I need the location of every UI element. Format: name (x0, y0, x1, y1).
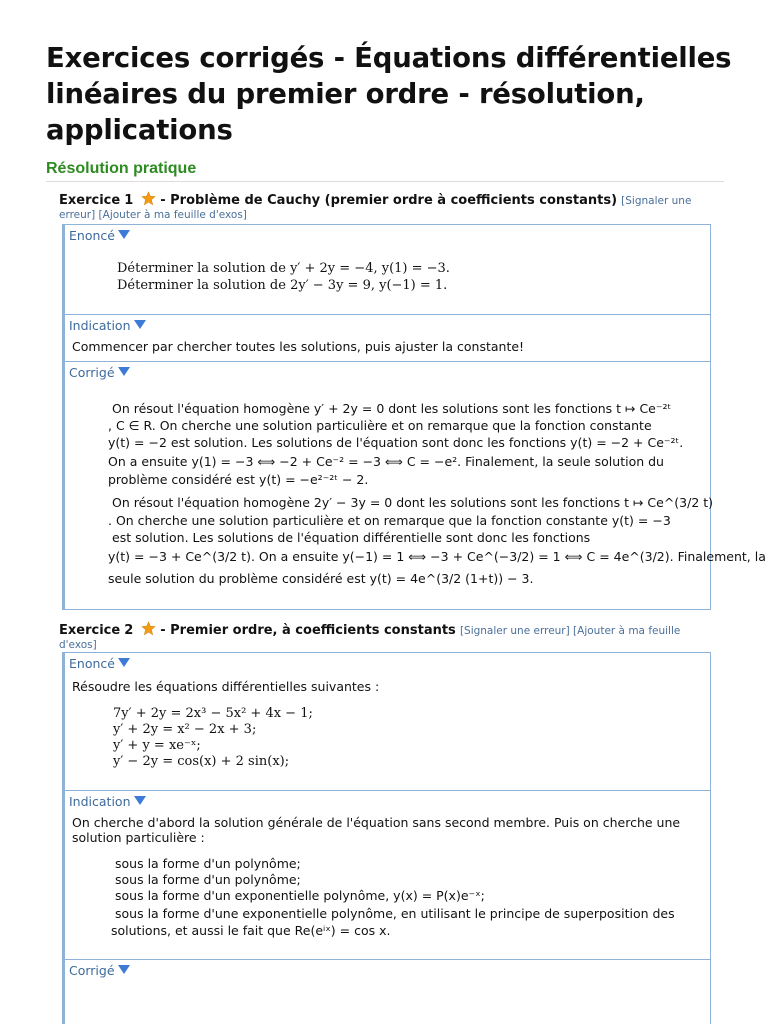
corrige-line: . On cherche une solution particulière et on remarque que la fonction constante y(t) = −3 (108, 513, 671, 528)
exercise-1-header (59, 191, 709, 222)
enonce-toggle[interactable]: Enoncé (69, 656, 130, 671)
corrige-line: On a ensuite y(1) = −3 ⟺ −2 + Ce⁻² = −3 ⟺ C = −e². Finalement, la seule solution du (108, 454, 664, 469)
triangle-down-icon (134, 320, 146, 330)
indication-intro: On cherche d'abord la solution générale de l'équation sans second membre. Puis on cherche une (72, 815, 681, 830)
corrige-line: On résout l'équation homogène 2y′ − 3y = 0 dont les solutions sont les fonctions t ↦ Ce^(3/2 t) (112, 495, 714, 510)
enonce-line: y′ + y = xe⁻ˣ; (113, 738, 201, 753)
triangle-down-icon (118, 230, 130, 240)
indication-item: sous la forme d'un polynôme; (115, 856, 301, 871)
corrige-toggle[interactable]: Corrigé (69, 365, 130, 380)
exercise-1-box (62, 224, 766, 610)
corrige-line: est solution. Les solutions de l'équation différentielle sont donc les fonctions (112, 530, 591, 545)
section-title: Résolution pratique (46, 160, 724, 182)
star-icon[interactable] (141, 621, 156, 636)
corrige-line: seule solution du problème considéré est y(t) = 4e^(3/2 (1+t)) − 3. (108, 571, 534, 586)
divider (65, 959, 710, 960)
star-icon[interactable] (141, 191, 156, 206)
enonce-toggle[interactable]: Enoncé (69, 228, 130, 243)
indication-intro: solution particulière : (72, 830, 205, 845)
exercise-1-title: - Problème de Cauchy (premier ordre à coefficients constants) (160, 193, 618, 208)
enonce-line: y′ − 2y = cos(x) + 2 sin(x); (113, 754, 290, 769)
corrige-line: problème considéré est y(t) = −e²⁻²ᵗ − 2. (108, 472, 369, 487)
indication-item: solutions, et aussi le fait que Re(eⁱˣ) = cos x. (111, 923, 391, 938)
divider (65, 790, 710, 791)
triangle-down-icon (118, 367, 130, 377)
exercise-1-links[interactable]: [Signaler une erreur] [Ajouter à ma feuille d'exos] (59, 195, 692, 221)
exercise-2-title: - Premier ordre, à coefficients constants (160, 623, 456, 638)
indication-text: Commencer par chercher toutes les solutions, puis ajuster la constante! (72, 339, 525, 354)
corrige-line: , C ∈ R. On cherche une solution particulière et on remarque que la fonction constante (108, 418, 652, 433)
divider (65, 314, 710, 315)
page-title: Exercices corrigés - Équations différentielles linéaires du premier ordre - résolution, applications (46, 42, 732, 146)
corrige-line: On résout l'équation homogène y′ + 2y = 0 dont les solutions sont les fonctions t ↦ Ce⁻²ᵗ (112, 401, 672, 416)
indication-item: sous la forme d'un polynôme; (115, 872, 301, 887)
enonce-line: y′ + 2y = x² − 2x + 3; (113, 722, 257, 737)
corrige-line: y(t) = −3 + Ce^(3/2 t). On a ensuite y(−1) = 1 ⟺ −3 + Ce^(−3/2) = 1 ⟺ C = 4e^(3/2). Finalement, la (108, 549, 766, 564)
triangle-down-icon (118, 658, 130, 668)
enonce-line: Déterminer la solution de y′ + 2y = −4, y(1) = −3. (117, 261, 450, 276)
indication-toggle[interactable]: Indication (69, 794, 146, 809)
indication-toggle[interactable]: Indication (69, 318, 146, 333)
triangle-down-icon (134, 796, 146, 806)
exercise-2-links[interactable]: [Signaler une erreur] [Ajouter à ma feuille d'exos] (59, 625, 681, 651)
exercise-2-number: 2 (124, 623, 134, 638)
enonce-intro: Résoudre les équations différentielles suivantes : (72, 679, 380, 694)
exercise-2-header (59, 621, 709, 652)
enonce-line: 7y′ + 2y = 2x³ − 5x² + 4x − 1; (113, 706, 313, 721)
enonce-line: Déterminer la solution de 2y′ − 3y = 9, y(−1) = 1. (117, 278, 448, 293)
indication-item: sous la forme d'une exponentielle polynôme, en utilisant le principe de superposition des (115, 906, 675, 921)
triangle-down-icon (118, 965, 130, 975)
exercise-1-prefix: Exercice (59, 193, 121, 208)
exercise-2-prefix: Exercice (59, 623, 121, 638)
indication-item: sous la forme d'un exponentielle polynôme, y(x) = P(x)e⁻ˣ; (115, 888, 485, 903)
corrige-toggle[interactable]: Corrigé (69, 963, 130, 978)
exercise-1-number: 1 (124, 193, 134, 208)
exercise-2-box (62, 652, 711, 1024)
corrige-line: y(t) = −2 est solution. Les solutions de l'équation sont donc les fonctions y(t) = −2 + Ce⁻²ᵗ. (108, 435, 684, 450)
divider (65, 361, 710, 362)
